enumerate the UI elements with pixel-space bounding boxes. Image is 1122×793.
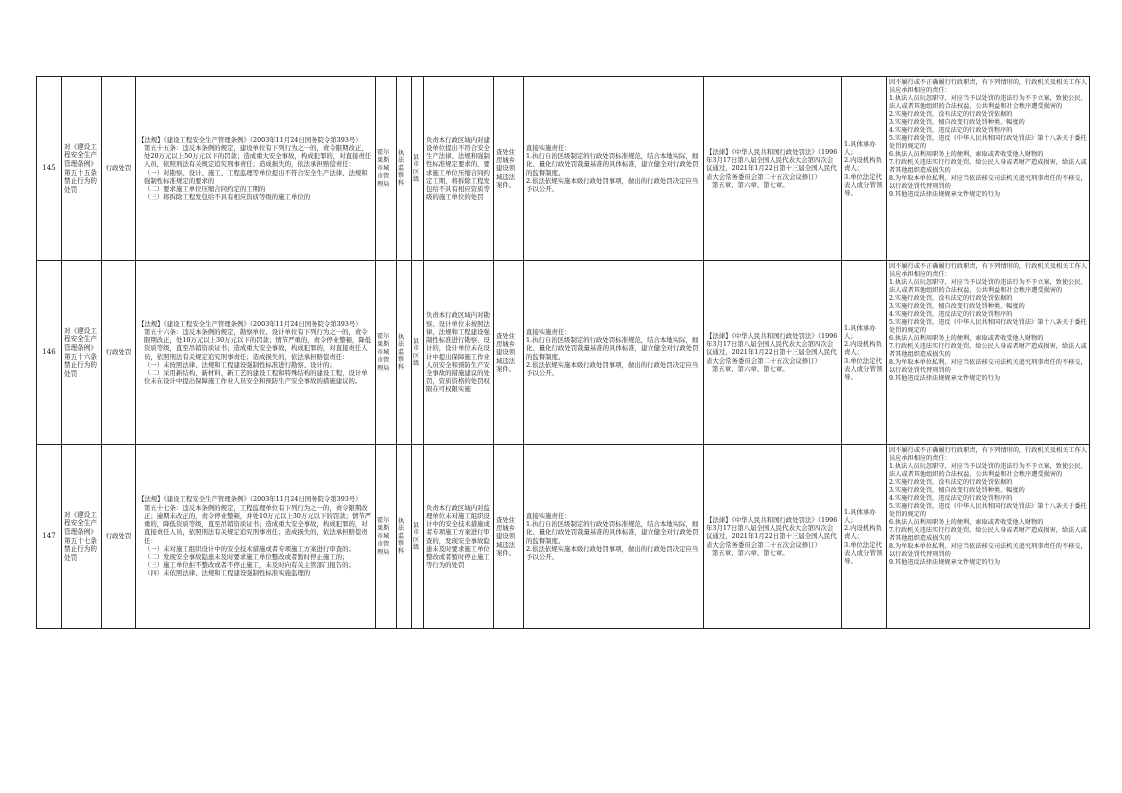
legal-basis-text-line: （一）未按照法律、法规和工程建设强制性标准进行勘察、设计的； xyxy=(144,360,336,369)
accountability-cases-line: 5.实施行政处罚，违反《中华人民共和国行政处罚法》第十八条关于委托处罚的规定的 xyxy=(889,503,1087,518)
implementation-duty xyxy=(524,261,704,445)
implementation-duty-line: 2.依法依规实施本级行政处罚事项，做出的行政处罚决定应当予以公开。 xyxy=(526,544,699,561)
accountability-cases-line: 3.实施行政处罚，擅自改变行政处罚种类、幅度的 xyxy=(889,119,1025,126)
responsible-persons-line: 3.单位法定代表人或分管领导。 xyxy=(844,172,883,197)
item-name: 对《建设工程安全生产管理条例》第五十五条禁止行为的处罚 xyxy=(62,77,102,261)
item-name: 对《建设工程安全生产管理条例》第五十六条禁止行为的处罚 xyxy=(62,261,102,445)
implementing-subject: 霍尔果斯市城市管理局 xyxy=(376,261,397,445)
administrative-level: 县市区级 xyxy=(412,445,424,629)
responsible-persons-line: 2.内设机构负责人； xyxy=(844,524,883,541)
accountability-cases-line: 8.为牟取本单位私利，对应当依法移交司法机关追究刑事责任的不移交，以行政处罚代替刑罚的 xyxy=(889,175,1087,190)
accountability-basis-line: 第五章、第六章、第七章。 xyxy=(712,364,789,373)
implementation-duty xyxy=(524,77,704,261)
accountability-cases-line: 6.执法人员利用职务上的便利，索取或者收受他人财物的 xyxy=(889,151,1044,158)
accountability-cases-line: 6.执法人员利用职务上的便利，索取或者收受他人财物的 xyxy=(889,519,1044,526)
responsible-persons xyxy=(842,261,887,445)
responsibility-scope: 负责本行政区域内对勘察、设计单位未按照法律、法规和工程建设强制性标准进行勘察、设计的，设计单位未在设计中提出保障施工作业人员安全和预防生产安全事故的措施建议的处罚，资质资格的处罚权限在可权限实施 xyxy=(424,261,494,445)
accountability-basis xyxy=(704,445,842,629)
table-body xyxy=(37,77,1090,629)
row-number: 146 xyxy=(37,261,62,445)
legal-basis-text-line: 第五十七条：违反本条例的规定，工程监理单位有下列行为之一的，责令限期改正；逾期未改正的，责令停业整顿，并处10万元以上30万元以下的罚款；情节严重的，降低资质等级，直至吊销资质证书；造成重大安全事故，构成犯罪的，对直接责任人员，依照刑法有关规定追究刑事责任；造成损失的，依法承担赔偿责任： xyxy=(144,503,372,545)
implementing-department: 执法监察科 xyxy=(397,445,412,629)
implementing-subject: 霍尔果斯市城市管理局 xyxy=(376,77,397,261)
row-number: 145 xyxy=(37,77,62,261)
implementation-duty-line: 直接实施责任： xyxy=(526,511,571,520)
accountability-cases-line: 1.执法人员玩忽职守，对应当予以处罚的违法行为不予立案，致使公民、法人或者其他组织的合法权益、公共利益和社会秩序遭受损害的 xyxy=(889,95,1087,110)
implementation-duty-line: 2.依法依规实施本级行政处罚事项，做出的行政处罚决定应当予以公开。 xyxy=(526,176,699,193)
accountability-cases xyxy=(887,445,1090,629)
accountability-cases-line: 4.实施行政处罚，违反法定的行政处罚程序的 xyxy=(889,495,1013,502)
legal-basis-text-line: （四）未依照法律、法规和工程建设强制性标准实施监理的 xyxy=(144,569,311,578)
accountability-basis xyxy=(704,77,842,261)
accountability-cases-line: 6.执法人员利用职务上的便利，索取或者收受他人财物的 xyxy=(889,335,1044,342)
legal-basis-text-line: 第五十五条：违反本条例的规定，建设单位有下列行为之一的，责令限期改正，处20万元以上50万元以下的罚款；造成重大安全事故，构成犯罪的，对直接责任人员，依照刑法有关规定追究刑事责任；造成损失的，依法承担赔偿责任： xyxy=(144,143,372,169)
implementation-duty-line: 直接实施责任： xyxy=(526,143,571,152)
responsible-persons xyxy=(842,77,887,261)
legal-basis-text-line: 【法规】《建设工程安全生产管理条例》（2003年11月24日国务院令第393号） xyxy=(138,495,362,504)
responsible-persons-line: 1.具体承办人； xyxy=(844,323,876,340)
accountability-cases-line: 9.其他违反法律法规规章文件规定的行为 xyxy=(889,375,1001,382)
implementation-duty xyxy=(524,445,704,629)
legal-basis-text-line: （三）将拆除工程发包给不具有相应资质等级的施工单位的 xyxy=(144,193,311,202)
item-type: 行政处罚 xyxy=(102,261,136,445)
responsible-persons-line: 3.单位法定代表人或分管领导。 xyxy=(844,356,883,381)
accountability-basis-line: 第五章、第六章、第七章。 xyxy=(712,180,789,189)
legal-basis-text-line: （三）施工单位拒不整改或者不停止施工，未及时向有关主管部门报告的； xyxy=(144,561,355,570)
accountability-cases xyxy=(887,77,1090,261)
responsibility-scope: 负责本行政区域内对建设单位提出不符合安全生产法律、法规和强制性标准规定要求的，要求施工单位压缩合同约定工期，将拆除工程发包给不具有相应资质等级的施工单位的处罚 xyxy=(424,77,494,261)
accountability-cases-line: 因不履行或不正确履行行政职责，有下列情形的，行政机关及相关工作人员应承担相应的责任： xyxy=(889,447,1087,462)
responsible-persons xyxy=(842,445,887,629)
responsible-persons-line: 1.具体承办人； xyxy=(844,139,876,156)
table-row xyxy=(37,445,1090,629)
responsible-persons-line: 1.具体承办人； xyxy=(844,507,876,524)
legal-basis-text-line: （二）采用新结构、新材料、新工艺的建设工程和特殊结构的建设工程，设计单位未在设计中提出保障施工作业人员安全和预防生产安全事故的措施建议的。 xyxy=(144,368,368,386)
administrative-level: 县市区级 xyxy=(412,261,424,445)
responsibility-scope: 负责本行政区域内对监理单位未对施工组织设计中的安全技术措施或者专项施工方案进行审查的，发现安全事故隐患未及时要求施工单位整改或者暂时停止施工等行为的处罚 xyxy=(424,445,494,629)
legal-basis-text-line: （一）未对施工组织设计中的安全技术措施或者专项施工方案进行审查的； xyxy=(144,544,355,553)
legal-basis-text-line: （二）发现安全事故隐患未及时要求施工单位整改或者暂时停止施工的； xyxy=(144,552,349,561)
item-type: 行政处罚 xyxy=(102,445,136,629)
legal-basis-text-line: 【法规】《建设工程安全生产管理条例》（2003年11月24日国务院令第393号） xyxy=(138,135,362,144)
accountability-cases-line: 4.实施行政处罚，违反法定的行政处罚程序的 xyxy=(889,311,1013,318)
accountability-cases-line: 5.实施行政处罚，违反《中华人民共和国行政处罚法》第十八条关于委托处罚的规定的 xyxy=(889,135,1087,150)
duty-list-table xyxy=(36,76,1090,629)
implementation-duty-line: 1.执行自治区级制定的行政处罚标准规范，结合本地实际，细化、量化行政处罚裁量基准的具体标准，建立健全对行政处罚的监督制度。 xyxy=(526,152,699,177)
legal-basis-text-line: （二）要求施工单位压缩合同约定的工期的 xyxy=(144,184,266,193)
implementing-department: 执法监察科 xyxy=(397,77,412,261)
accountability-basis-line: 【法律】《中华人民共和国行政处罚法》（1996年3月17日第八届全国人民代表大会第四次会议通过，2021年1月22日第十三届全国人民代表大会常务委员会第二十五次会议修订） xyxy=(706,515,838,549)
accountability-cases-line: 5.实施行政处罚，违反《中华人民共和国行政处罚法》第十八条关于委托处罚的规定的 xyxy=(889,319,1087,334)
accountability-cases-line: 3.实施行政处罚，擅自改变行政处罚种类、幅度的 xyxy=(889,303,1025,310)
table-row xyxy=(37,77,1090,261)
item-type: 行政处罚 xyxy=(102,77,136,261)
responsible-persons-line: 3.单位法定代表人或分管领导。 xyxy=(844,540,883,565)
legal-basis-text xyxy=(136,445,376,629)
accountability-basis xyxy=(704,261,842,445)
legal-basis-text xyxy=(136,77,376,261)
legal-basis-text xyxy=(136,261,376,445)
accountability-cases-line: 7.行政机关违法实行行政处罚，给公民人身或者财产造成损害，给法人或者其他组织造成损失的 xyxy=(889,527,1087,542)
accountability-cases-line: 2.实施行政处罚，没有法定的行政处罚依据的 xyxy=(889,295,1013,302)
accountability-cases-line: 3.实施行政处罚，擅自改变行政处罚种类、幅度的 xyxy=(889,487,1025,494)
table-row xyxy=(37,261,1090,445)
accountability-cases-line: 2.实施行政处罚，没有法定的行政处罚依据的 xyxy=(889,479,1013,486)
accountability-cases xyxy=(887,261,1090,445)
implementing-subject: 霍尔果斯市城市管理局 xyxy=(376,445,397,629)
coordination-duty: 查处住房城乡建设领域违法案件。 xyxy=(494,77,524,261)
accountability-cases-line: 4.实施行政处罚，违反法定的行政处罚程序的 xyxy=(889,127,1013,134)
responsible-persons-line: 2.内设机构负责人； xyxy=(844,156,883,173)
coordination-duty: 查处住房城乡建设领域违法案件。 xyxy=(494,445,524,629)
accountability-basis-line: 第五章、第六章、第七章。 xyxy=(712,548,789,557)
accountability-cases-line: 8.为牟取本单位私利，对应当依法移交司法机关追究刑事责任的不移交，以行政处罚代替刑罚的 xyxy=(889,359,1087,374)
accountability-cases-line: 1.执法人员玩忽职守，对应当予以处罚的违法行为不予立案，致使公民、法人或者其他组织的合法权益、公共利益和社会秩序遭受损害的 xyxy=(889,279,1087,294)
implementation-duty-line: 1.执行自治区级制定的行政处罚标准规范，结合本地实际，细化、量化行政处罚裁量基准的具体标准，建立健全对行政处罚的监督制度。 xyxy=(526,336,699,361)
accountability-cases-line: 8.为牟取本单位私利，对应当依法移交司法机关追究刑事责任的不移交，以行政处罚代替刑罚的 xyxy=(889,543,1087,558)
row-number: 147 xyxy=(37,445,62,629)
administrative-level: 县市区级 xyxy=(412,77,424,261)
item-name: 对《建设工程安全生产管理条例》第五十七条禁止行为的处罚 xyxy=(62,445,102,629)
accountability-cases-line: 7.行政机关违法实行行政处罚，给公民人身或者财产造成损害，给法人或者其他组织造成损失的 xyxy=(889,159,1087,174)
legal-basis-text-line: 【法规】《建设工程安全生产管理条例》（2003年11月24日国务院令第393号） xyxy=(138,319,362,328)
accountability-basis-line: 【法律】《中华人民共和国行政处罚法》（1996年3月17日第八届全国人民代表大会第四次会议通过，2021年1月22日第十三届全国人民代表大会常务委员会第二十五次会议修订） xyxy=(706,147,838,181)
legal-basis-text-line: 第五十六条：违反本条例的规定，勘察单位、设计单位有下列行为之一的，责令限期改正，处10万元以上30万元以下的罚款；情节严重的，责令停业整顿，降低资质等级，直至吊销资质证书；造成重大安全事故，构成犯罪的，对直接责任人员，依照刑法有关规定追究刑事责任；造成损失的，依法承担赔偿责任： xyxy=(144,327,372,361)
implementation-duty-line: 2.依法依规实施本级行政处罚事项，做出的行政处罚决定应当予以公开。 xyxy=(526,360,699,377)
accountability-cases-line: 因不履行或不正确履行行政职责，有下列情形的，行政机关及相关工作人员应承担相应的责任： xyxy=(889,79,1087,94)
implementing-department: 执法监察科 xyxy=(397,261,412,445)
accountability-cases-line: 9.其他违反法律法规规章文件规定的行为 xyxy=(889,191,1001,198)
responsible-persons-line: 2.内设机构负责人； xyxy=(844,340,883,357)
coordination-duty: 查处住房城乡建设领域违法案件。 xyxy=(494,261,524,445)
accountability-cases-line: 因不履行或不正确履行行政职责，有下列情形的，行政机关及相关工作人员应承担相应的责任： xyxy=(889,263,1087,278)
implementation-duty-line: 1.执行自治区级制定的行政处罚标准规范，结合本地实际，细化、量化行政处罚裁量基准的具体标准，建立健全对行政处罚的监督制度。 xyxy=(526,520,699,545)
accountability-basis-line: 【法律】《中华人民共和国行政处罚法》（1996年3月17日第八届全国人民代表大会第四次会议通过，2021年1月22日第十三届全国人民代表大会常务委员会第二十五次会议修订） xyxy=(706,331,838,365)
accountability-cases-line: 9.其他违反法律法规规章文件规定的行为 xyxy=(889,559,1001,566)
accountability-cases-line: 1.执法人员玩忽职守，对应当予以处罚的违法行为不予立案，致使公民、法人或者其他组织的合法权益、公共利益和社会秩序遭受损害的 xyxy=(889,463,1087,478)
legal-basis-text-line: （一）对勘察、设计、施工、工程监理等单位提出不符合安全生产法律、法规和强制性标准规定的要求的 xyxy=(144,168,368,185)
implementation-duty-line: 直接实施责任： xyxy=(526,327,571,336)
accountability-cases-line: 7.行政机关违法实行行政处罚，给公民人身或者财产造成损害，给法人或者其他组织造成损失的 xyxy=(889,343,1087,358)
accountability-cases-line: 2.实施行政处罚，没有法定的行政处罚依据的 xyxy=(889,111,1013,118)
